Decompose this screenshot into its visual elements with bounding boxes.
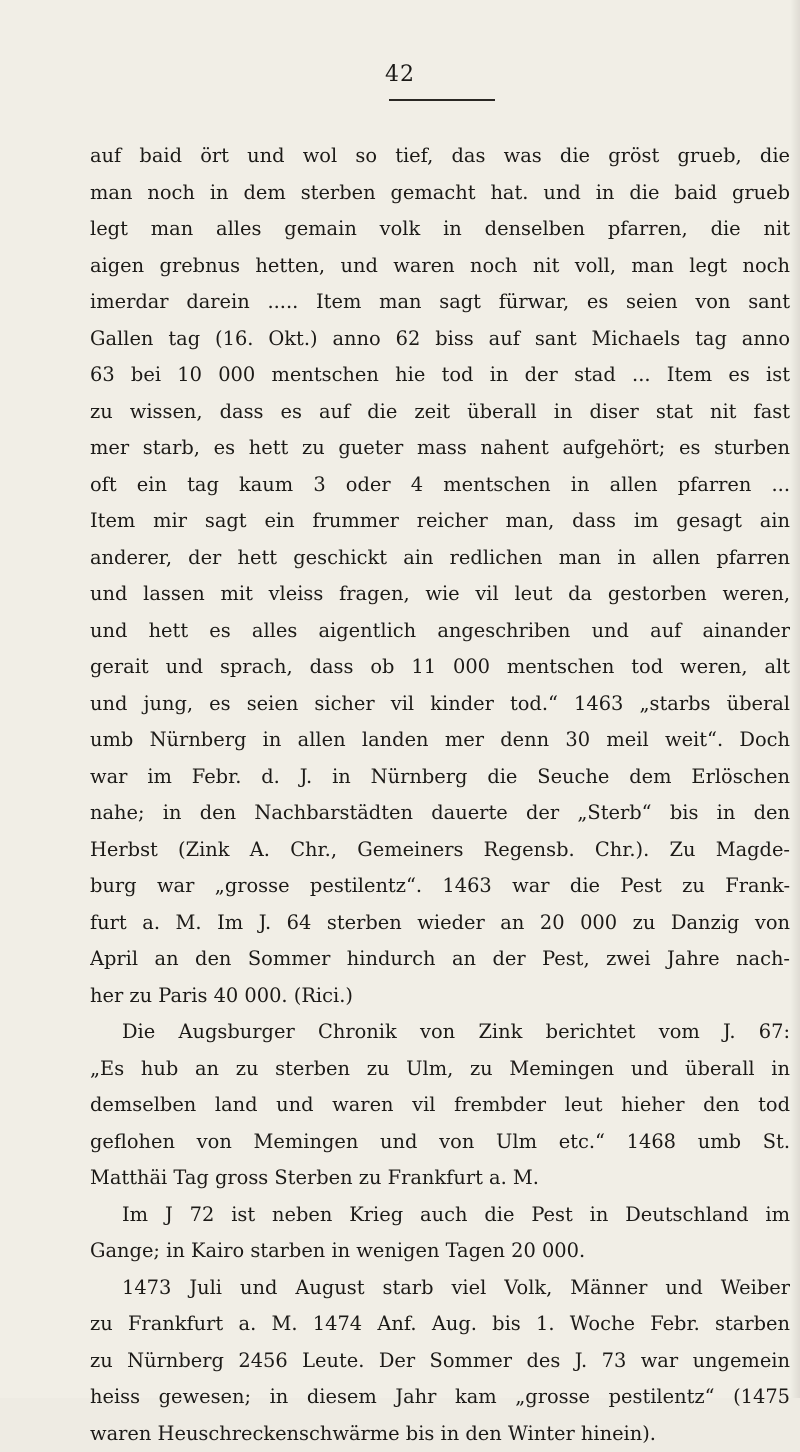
text-line: auf baid ört und wol so tief, das was die gröst grueb, die: [90, 138, 790, 175]
text-line: heiss gewesen; in diesem Jahr kam „grosse pestilentz“ (1475: [90, 1379, 790, 1416]
text-line: und hett es alles aigentlich angeschriben und auf ainander: [90, 613, 790, 650]
text-line: und lassen mit vleiss fragen, wie vil leut da gestorben weren,: [90, 576, 790, 613]
text-line: oft ein tag kaum 3 oder 4 mentschen in allen pfarren ...: [90, 467, 790, 504]
text-line: „Es hub an zu sterben zu Ulm, zu Memingen und überall in: [90, 1051, 790, 1088]
text-line: burg war „grosse pestilentz“. 1463 war die Pest zu Frank-: [90, 868, 790, 905]
text-line: demselben land und waren vil frembder leut hieher den tod: [90, 1087, 790, 1124]
text-line: nahe; in den Nachbarstädten dauerte der „Sterb“ bis in den: [90, 795, 790, 832]
text-line: zu Nürnberg 2456 Leute. Der Sommer des J. 73 war ungemein: [90, 1343, 790, 1380]
text-line: Gallen tag (16. Okt.) anno 62 biss auf sant Michaels tag anno: [90, 321, 790, 358]
text-line: Matthäi Tag gross Sterben zu Frankfurt a. M.: [90, 1160, 790, 1197]
text-line: furt a. M. Im J. 64 sterben wieder an 20 000 zu Danzig von: [90, 905, 790, 942]
text-line: legt man alles gemain volk in denselben pfarren, die nit: [90, 211, 790, 248]
text-line: anderer, der hett geschickt ain redlichen man in allen pfarren: [90, 540, 790, 577]
text-line: 1473 Juli und August starb viel Volk, Männer und Weiber: [90, 1270, 790, 1307]
text-line: her zu Paris 40 000. (Rici.): [90, 978, 790, 1015]
text-line: und jung, es seien sicher vil kinder tod.“ 1463 „starbs überal: [90, 686, 790, 723]
text-line: mer starb, es hett zu gueter mass nahent aufgehört; es sturben: [90, 430, 790, 467]
page-number: 42: [0, 62, 800, 87]
text-line: umb Nürnberg in allen landen mer denn 30 meil weit“. Doch: [90, 722, 790, 759]
text-line: geflohen von Memingen und von Ulm etc.“ 1468 umb St.: [90, 1124, 790, 1161]
text-line: 63 bei 10 000 mentschen hie tod in der stad ... Item es ist: [90, 357, 790, 394]
text-line: Herbst (Zink A. Chr., Gemeiners Regensb. Chr.). Zu Magde-: [90, 832, 790, 869]
text-line: Gange; in Kairo starben in wenigen Tagen 20 000.: [90, 1233, 790, 1270]
text-line: zu wissen, dass es auf die zeit überall in diser stat nit fast: [90, 394, 790, 431]
page-edge-shadow: [790, 0, 800, 1398]
text-line: Die Augsburger Chronik von Zink berichtet vom J. 67:: [90, 1014, 790, 1051]
text-line: zu Frankfurt a. M. 1474 Anf. Aug. bis 1. Woche Febr. starben: [90, 1306, 790, 1343]
header-rule: [389, 99, 495, 101]
text-line: man noch in dem sterben gemacht hat. und in die baid grueb: [90, 175, 790, 212]
text-line: April an den Sommer hindurch an der Pest, zwei Jahre nach-: [90, 941, 790, 978]
text-line: Item mir sagt ein frummer reicher man, dass im gesagt ain: [90, 503, 790, 540]
text-line: waren Heuschreckenschwärme bis in den Winter hinein).: [90, 1416, 790, 1452]
text-line: gerait und sprach, dass ob 11 000 mentschen tod weren, alt: [90, 649, 790, 686]
text-line: aigen grebnus hetten, und waren noch nit voll, man legt noch: [90, 248, 790, 285]
text-line: imerdar darein ..... Item man sagt fürwar, es seien von sant: [90, 284, 790, 321]
text-line: Im J 72 ist neben Krieg auch die Pest in Deutschland im: [90, 1197, 790, 1234]
text-line: war im Febr. d. J. in Nürnberg die Seuche dem Erlöschen: [90, 759, 790, 796]
body-text: [90, 138, 790, 1452]
